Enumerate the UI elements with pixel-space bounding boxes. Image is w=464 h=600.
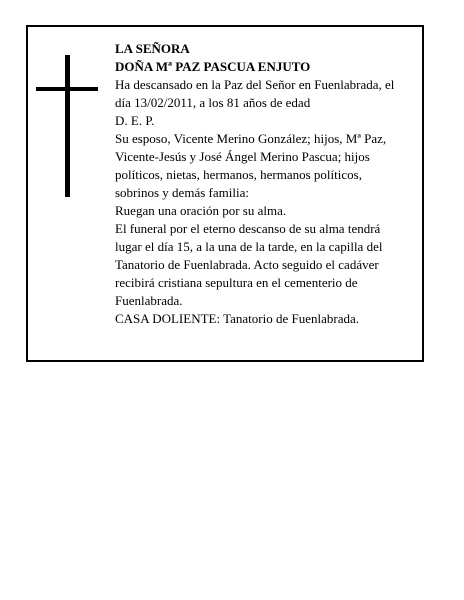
deceased-name: DOÑA Mª PAZ PASCUA ENJUTO [115,59,311,74]
text-line: día 13/02/2011, a los 81 años de edad [115,95,311,110]
text-line: El funeral por el eterno descanso de su alma tendrá [115,221,381,236]
cross-horizontal-bar [36,87,98,91]
text-line: Tanatorio de Fuenlabrada. Acto seguido el cadáver [115,257,379,272]
text-line: políticos, nietas, hermanos, hermanos políticos, [115,167,362,182]
text-line: CASA DOLIENTE: Tanatorio de Fuenlabrada. [115,311,359,326]
text-line: D. E. P. [115,113,155,128]
text-line: sobrinos y demás familia: [115,185,249,200]
obituary-notice [26,25,424,362]
text-line: lugar el día 15, a la una de la tarde, en la capilla del [115,239,383,254]
text-line: Ha descansado en la Paz del Señor en Fuenlabrada, el [115,77,395,92]
cross-vertical-bar [65,55,70,197]
cross-icon [36,55,98,197]
text-line: Fuenlabrada. [115,293,183,308]
text-line: Vicente-Jesús y José Ángel Merino Pascua; hijos [115,149,370,164]
text-line: recibirá cristiana sepultura en el cementerio de [115,275,358,290]
text-line: Su esposo, Vicente Merino González; hijos, Mª Paz, [115,131,387,146]
obituary-heading: LA SEÑORA [115,41,190,56]
text-line: Ruegan una oración por su alma. [115,203,287,218]
obituary-text [115,40,415,328]
